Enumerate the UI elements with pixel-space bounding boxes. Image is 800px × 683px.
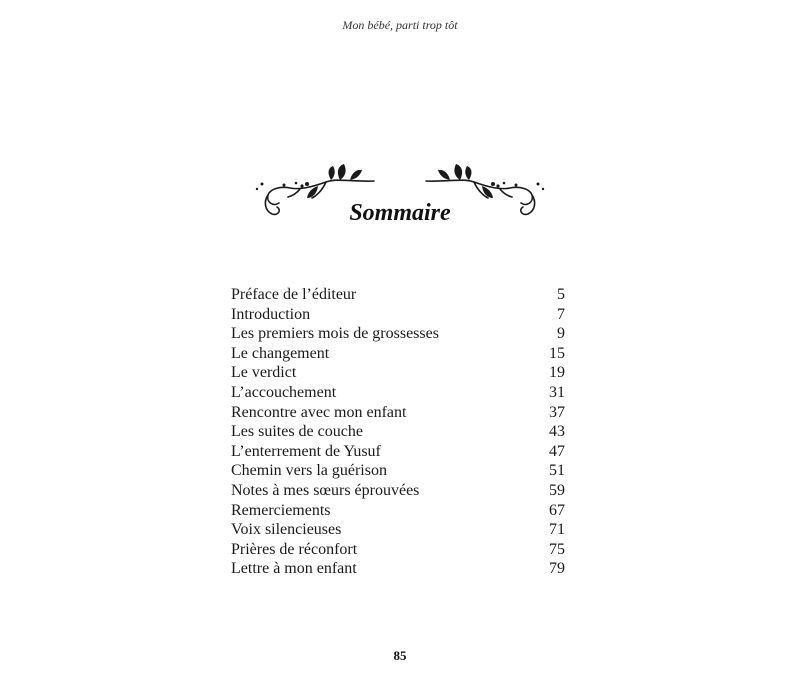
toc-entry-page: 79: [549, 560, 565, 578]
toc-entry-page: 71: [549, 521, 565, 539]
toc-entry-label: Chemin vers la guérison: [231, 462, 387, 480]
toc-entry-label: Rencontre avec mon enfant: [231, 403, 407, 421]
toc-entry-page: 51: [549, 462, 565, 480]
toc-entry-label: Lettre à mon enfant: [231, 560, 357, 578]
toc-entry-label: Remerciements: [231, 501, 331, 519]
toc-entry-label: Le changement: [231, 344, 330, 362]
toc-entry: [231, 442, 565, 462]
toc-entry: [231, 540, 565, 560]
toc-entry-label: Préface de l’éditeur: [231, 286, 357, 303]
toc-entry-page: 47: [549, 442, 565, 460]
toc-entry-page: 9: [557, 325, 565, 343]
toc-entry: [231, 501, 565, 521]
toc-entry: [231, 520, 565, 540]
toc-entry-page: 7: [557, 305, 565, 323]
toc-entry-page: 43: [549, 423, 565, 441]
toc-entry: [231, 422, 565, 442]
toc-entry-label: Prières de réconfort: [231, 540, 358, 558]
toc-entry-page: 59: [549, 481, 565, 499]
toc-entry-page: 19: [549, 364, 565, 382]
toc-entry: [231, 305, 565, 325]
toc-entry-label: Voix silencieuses: [231, 521, 342, 539]
toc-entry-label: Les premiers mois de grossesses: [231, 325, 439, 343]
toc-entry-label: Les suites de couche: [231, 423, 363, 441]
toc-entry-page: 75: [549, 540, 565, 558]
toc-entry: [231, 344, 565, 364]
contents-title: Sommaire: [349, 200, 451, 226]
toc-entry: [231, 559, 565, 579]
page-number: 85: [393, 648, 407, 663]
toc-entry: [231, 403, 565, 423]
toc-entry: [231, 461, 565, 481]
toc-entry-page: 37: [549, 403, 565, 421]
toc-entry: [231, 285, 565, 305]
toc-entry-page: 5: [557, 286, 565, 303]
toc-entry-page: 15: [549, 344, 565, 362]
toc-entry: [231, 324, 565, 344]
toc-entry-label: Notes à mes sœurs éprouvées: [231, 481, 420, 499]
table-of-contents: [231, 285, 565, 579]
toc-entry: [231, 481, 565, 501]
toc-entry-page: 67: [549, 501, 565, 519]
toc-entry-label: Le verdict: [231, 364, 297, 382]
toc-entry-label: L’enterrement de Yusuf: [231, 442, 381, 460]
toc-entry: [231, 383, 565, 403]
toc-entry-label: L’accouchement: [231, 383, 337, 401]
toc-entry: [231, 363, 565, 383]
running-head: Mon bébé, parti trop tôt: [342, 18, 458, 32]
toc-entry-label: Introduction: [231, 305, 311, 323]
toc-entry-page: 31: [549, 383, 565, 401]
